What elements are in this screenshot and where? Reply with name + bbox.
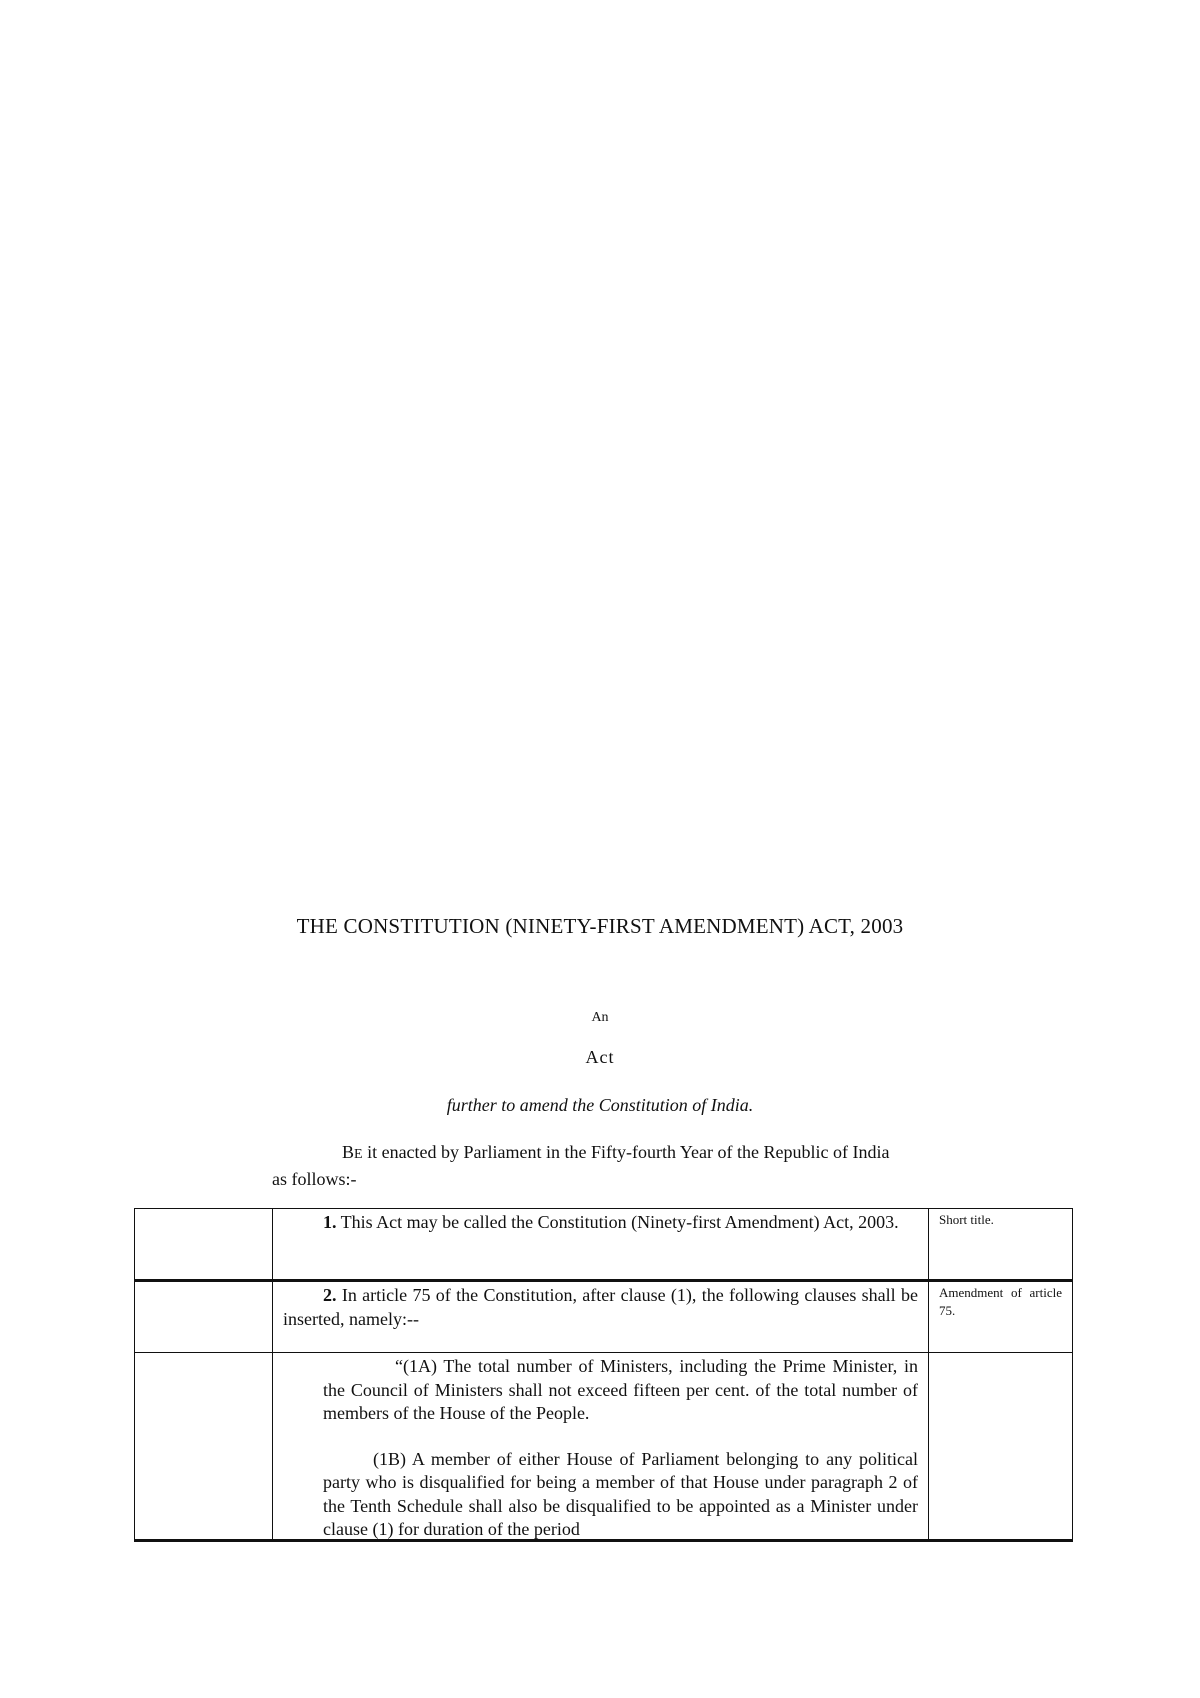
margin-note: Amendment of article 75. [939,1285,1062,1318]
margin-note-cell [929,1281,1073,1353]
section-1-text [273,1209,928,1235]
margin-note: Short title. [939,1212,994,1227]
section-text-cell [273,1209,929,1281]
inserted-clauses-row [135,1353,1073,1541]
section-2-text [273,1282,928,1331]
margin-note-cell [929,1353,1073,1541]
section-number: 2. [323,1285,337,1305]
clause-text: “(1A) The total number of Ministers, including the Prime Minister, in the Council of Ministers shall not exceed fifteen per cent. of the total number of members of the House of the People. [323,1356,918,1423]
act-body-table [134,1208,1073,1542]
left-margin-cell [135,1281,273,1353]
enacting-small-caps: E [354,1147,363,1162]
inserted-clauses-cell [273,1353,929,1541]
act-title: THE CONSTITUTION (NINETY-FIRST AMENDMENT) ACT, 2003 [296,914,904,938]
left-margin-cell [135,1209,273,1281]
section-text-cell [273,1281,929,1353]
enacting-formula [272,1140,902,1191]
section-number: 1. [323,1212,337,1232]
act-purpose: further to amend the Constitution of India. [446,1095,754,1115]
act-label: Act [585,1047,615,1067]
section-row [135,1209,1073,1281]
clause-1a [323,1355,918,1426]
left-margin-cell [135,1353,273,1541]
section-body: This Act may be called the Constitution (Ninety-first Amendment) Act, 2003. [336,1212,899,1232]
margin-note-cell [929,1209,1073,1281]
section-body: In article 75 of the Constitution, after clause (1), the following clauses shall be inserted, namely:-- [283,1285,918,1329]
clause-text: (1B) A member of either House of Parliament belonging to any political party who is disqualified for being a member of that House under paragraph 2 of the Tenth Schedule shall also be disqualified to be appointed as a Minister under clause (1) for duration of the period [323,1448,918,1539]
enacting-first-letter: B [342,1142,355,1162]
clause-1b [323,1448,918,1540]
inserted-clauses [273,1353,928,1539]
section-row [135,1281,1073,1353]
enacting-text: it enacted by Parliament in the Fifty-fourth Year of the Republic of India as follows:- [272,1142,890,1189]
an-label: An [591,1010,609,1025]
